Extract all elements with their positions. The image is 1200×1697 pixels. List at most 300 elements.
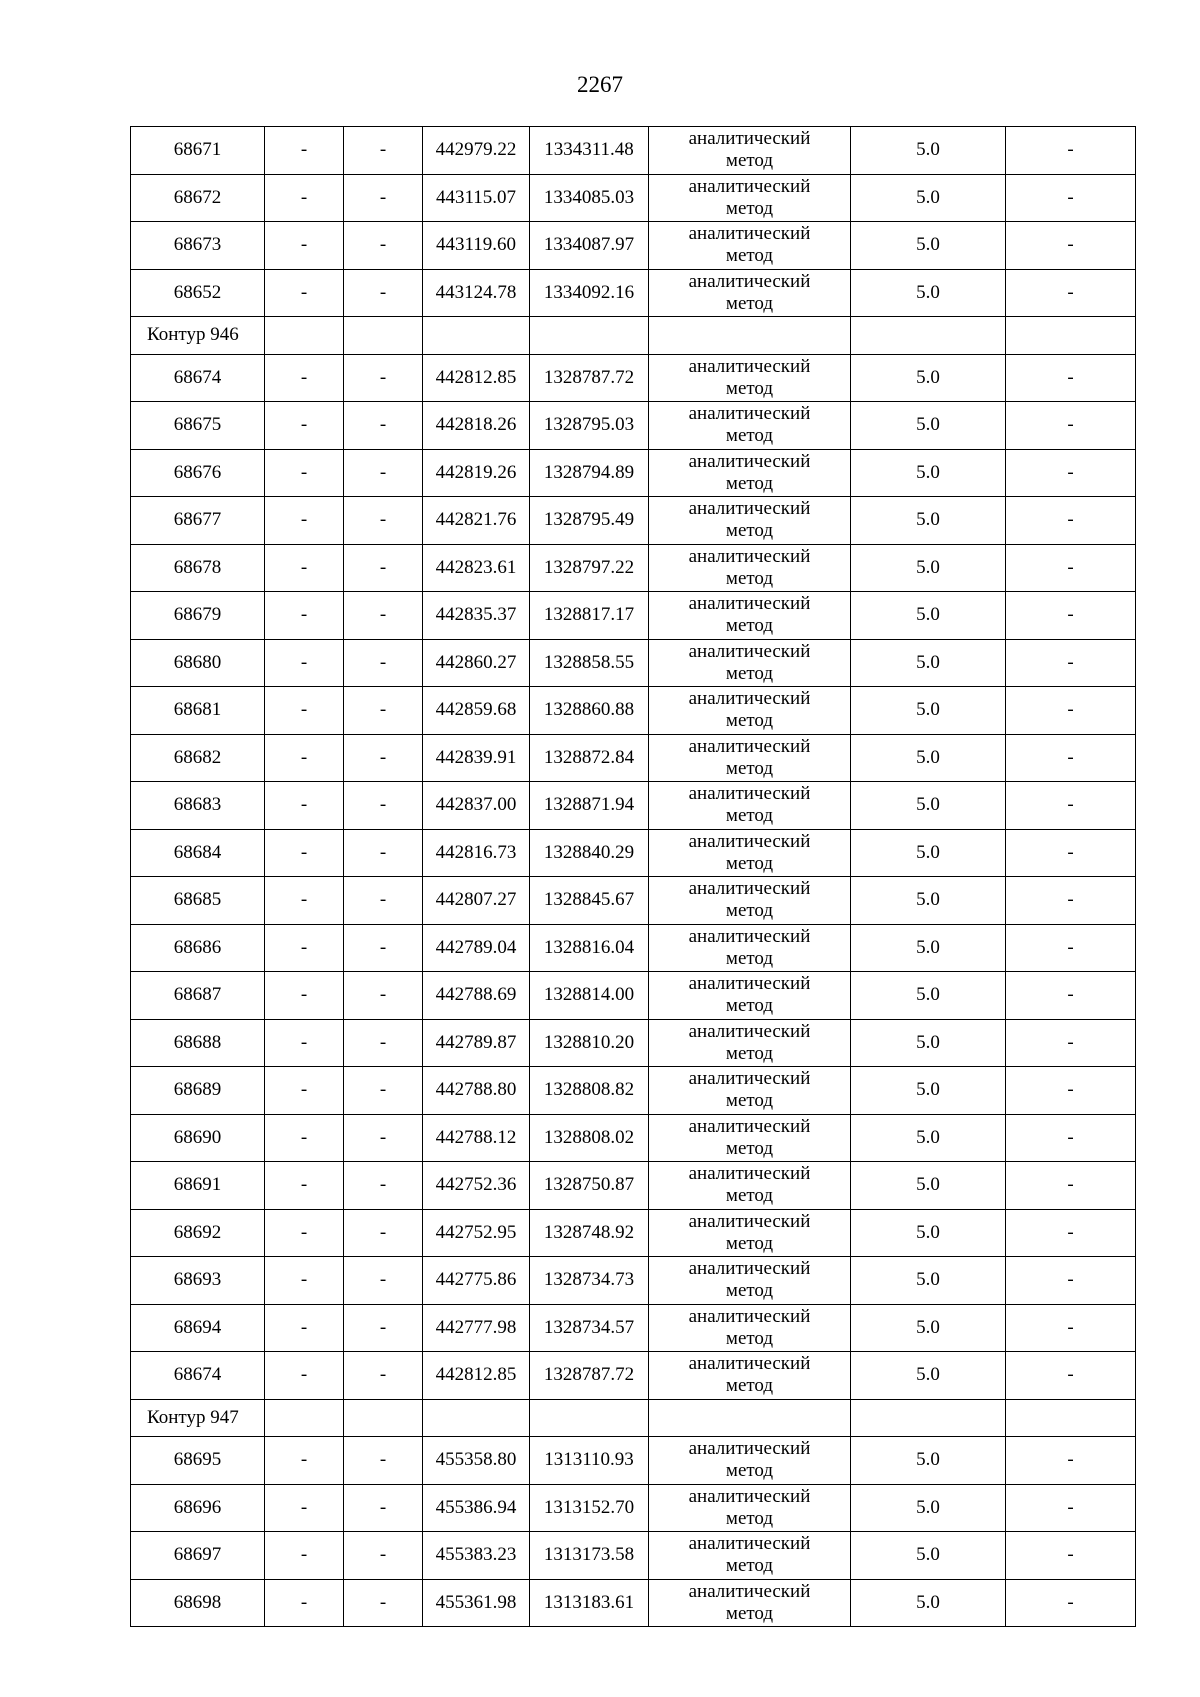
method-cell [649, 222, 851, 270]
point-number-cell: 68696 [131, 1484, 265, 1532]
method-cell [649, 1257, 851, 1305]
y-coordinate-cell: 1328871.94 [530, 782, 649, 830]
empty-dash-cell: - [265, 1114, 344, 1162]
method-line-1: аналитический [688, 1258, 811, 1280]
y-coordinate-cell: 1328734.57 [530, 1304, 649, 1352]
empty-dash-cell: - [344, 127, 423, 175]
table-row [131, 402, 1136, 450]
empty-cell [851, 1399, 1006, 1437]
method-cell [649, 1067, 851, 1115]
x-coordinate-cell: 442752.36 [423, 1162, 530, 1210]
method-cell [649, 127, 851, 175]
method-line-2: метод [725, 567, 774, 589]
x-coordinate-cell: 442788.12 [423, 1114, 530, 1162]
method-line-2: метод [725, 245, 774, 267]
accuracy-cell: 5.0 [851, 1437, 1006, 1485]
method-line-1: аналитический [688, 593, 811, 615]
accuracy-cell: 5.0 [851, 592, 1006, 640]
point-number-cell: 68679 [131, 592, 265, 640]
empty-dash-cell: - [1006, 639, 1136, 687]
table-row [131, 544, 1136, 592]
accuracy-cell: 5.0 [851, 1579, 1006, 1627]
point-number-cell: 68692 [131, 1209, 265, 1257]
x-coordinate-cell: 442789.04 [423, 924, 530, 972]
method-cell [649, 1209, 851, 1257]
empty-dash-cell: - [344, 1304, 423, 1352]
method-line-1: аналитический [688, 175, 811, 197]
x-coordinate-cell: 442816.73 [423, 829, 530, 877]
x-coordinate-cell: 442821.76 [423, 497, 530, 545]
table-row [131, 877, 1136, 925]
x-coordinate-cell: 442859.68 [423, 687, 530, 735]
point-number-cell: 68693 [131, 1257, 265, 1305]
empty-dash-cell: - [1006, 782, 1136, 830]
accuracy-cell: 5.0 [851, 1352, 1006, 1400]
method-line-1: аналитический [688, 1305, 811, 1327]
method-line-1: аналитический [688, 783, 811, 805]
empty-dash-cell: - [265, 924, 344, 972]
empty-dash-cell: - [265, 1437, 344, 1485]
empty-dash-cell: - [1006, 734, 1136, 782]
empty-dash-cell: - [344, 1162, 423, 1210]
empty-dash-cell: - [344, 1257, 423, 1305]
method-cell [649, 1114, 851, 1162]
method-line-1: аналитический [688, 688, 811, 710]
point-number-cell: 68652 [131, 269, 265, 317]
method-cell [649, 1532, 851, 1580]
method-cell [649, 1484, 851, 1532]
x-coordinate-cell: 442777.98 [423, 1304, 530, 1352]
accuracy-cell: 5.0 [851, 829, 1006, 877]
empty-dash-cell: - [344, 972, 423, 1020]
method-cell [649, 174, 851, 222]
page-number: 2267 [577, 72, 623, 97]
point-number-cell: 68687 [131, 972, 265, 1020]
method-cell [649, 1352, 851, 1400]
coordinates-table [130, 126, 1136, 1627]
method-cell [649, 402, 851, 450]
empty-dash-cell: - [265, 269, 344, 317]
table-row [131, 687, 1136, 735]
empty-dash-cell: - [344, 829, 423, 877]
accuracy-cell: 5.0 [851, 1532, 1006, 1580]
empty-dash-cell: - [265, 354, 344, 402]
accuracy-cell: 5.0 [851, 877, 1006, 925]
empty-dash-cell: - [1006, 1114, 1136, 1162]
x-coordinate-cell: 442837.00 [423, 782, 530, 830]
empty-dash-cell: - [265, 1209, 344, 1257]
empty-dash-cell: - [344, 269, 423, 317]
x-coordinate-cell: 442788.69 [423, 972, 530, 1020]
point-number-cell: 68677 [131, 497, 265, 545]
method-line-2: метод [725, 1602, 774, 1624]
empty-dash-cell: - [1006, 1352, 1136, 1400]
method-line-2: метод [725, 947, 774, 969]
method-line-2: метод [725, 995, 774, 1017]
empty-dash-cell: - [344, 1352, 423, 1400]
empty-dash-cell: - [1006, 1209, 1136, 1257]
coordinates-table-body [131, 127, 1136, 1627]
empty-dash-cell: - [344, 639, 423, 687]
point-number-cell: 68685 [131, 877, 265, 925]
empty-dash-cell: - [344, 1067, 423, 1115]
empty-dash-cell: - [265, 1019, 344, 1067]
point-number-cell: 68697 [131, 1532, 265, 1580]
point-number-cell: 68678 [131, 544, 265, 592]
method-cell [649, 877, 851, 925]
method-cell [649, 1437, 851, 1485]
y-coordinate-cell: 1328750.87 [530, 1162, 649, 1210]
method-line-2: метод [725, 662, 774, 684]
accuracy-cell: 5.0 [851, 972, 1006, 1020]
point-number-cell: 68674 [131, 1352, 265, 1400]
table-row [131, 1484, 1136, 1532]
x-coordinate-cell: 442807.27 [423, 877, 530, 925]
method-line-2: метод [725, 377, 774, 399]
empty-dash-cell: - [344, 1532, 423, 1580]
empty-dash-cell: - [265, 222, 344, 270]
empty-dash-cell: - [1006, 222, 1136, 270]
empty-dash-cell: - [1006, 544, 1136, 592]
table-row [131, 1579, 1136, 1627]
empty-dash-cell: - [1006, 269, 1136, 317]
empty-cell [649, 1399, 851, 1437]
y-coordinate-cell: 1334092.16 [530, 269, 649, 317]
method-line-2: метод [725, 1137, 774, 1159]
table-row [131, 1437, 1136, 1485]
empty-cell [265, 317, 344, 355]
point-number-cell: 68695 [131, 1437, 265, 1485]
method-line-2: метод [725, 805, 774, 827]
empty-dash-cell: - [265, 402, 344, 450]
empty-dash-cell: - [344, 354, 423, 402]
method-line-1: аналитический [688, 830, 811, 852]
accuracy-cell: 5.0 [851, 449, 1006, 497]
accuracy-cell: 5.0 [851, 1209, 1006, 1257]
method-line-1: аналитический [688, 223, 811, 245]
method-cell [649, 972, 851, 1020]
method-line-2: метод [725, 757, 774, 779]
method-line-1: аналитический [688, 1115, 811, 1137]
method-cell [649, 782, 851, 830]
empty-cell [649, 317, 851, 355]
table-row [131, 1067, 1136, 1115]
method-cell [649, 1162, 851, 1210]
empty-dash-cell: - [344, 782, 423, 830]
method-line-2: метод [725, 425, 774, 447]
point-number-cell: 68683 [131, 782, 265, 830]
table-row [131, 639, 1136, 687]
method-line-2: метод [725, 1375, 774, 1397]
method-line-2: метод [725, 1185, 774, 1207]
empty-dash-cell: - [265, 1484, 344, 1532]
method-line-1: аналитический [688, 498, 811, 520]
empty-cell [1006, 317, 1136, 355]
accuracy-cell: 5.0 [851, 639, 1006, 687]
method-line-1: аналитический [688, 403, 811, 425]
y-coordinate-cell: 1313183.61 [530, 1579, 649, 1627]
x-coordinate-cell: 442819.26 [423, 449, 530, 497]
x-coordinate-cell: 442839.91 [423, 734, 530, 782]
y-coordinate-cell: 1328808.82 [530, 1067, 649, 1115]
table-row [131, 924, 1136, 972]
point-number-cell: 68682 [131, 734, 265, 782]
table-row [131, 497, 1136, 545]
point-number-cell: 68672 [131, 174, 265, 222]
method-line-2: метод [725, 852, 774, 874]
x-coordinate-cell: 442823.61 [423, 544, 530, 592]
empty-dash-cell: - [344, 1437, 423, 1485]
y-coordinate-cell: 1334311.48 [530, 127, 649, 175]
empty-dash-cell: - [265, 544, 344, 592]
x-coordinate-cell: 442788.80 [423, 1067, 530, 1115]
method-line-2: метод [725, 1327, 774, 1349]
accuracy-cell: 5.0 [851, 269, 1006, 317]
y-coordinate-cell: 1328787.72 [530, 1352, 649, 1400]
empty-dash-cell: - [265, 449, 344, 497]
accuracy-cell: 5.0 [851, 402, 1006, 450]
table-row [131, 222, 1136, 270]
y-coordinate-cell: 1313110.93 [530, 1437, 649, 1485]
method-cell [649, 449, 851, 497]
method-cell [649, 269, 851, 317]
empty-dash-cell: - [265, 1304, 344, 1352]
y-coordinate-cell: 1328797.22 [530, 544, 649, 592]
empty-cell [423, 317, 530, 355]
point-number-cell: 68675 [131, 402, 265, 450]
method-line-1: аналитический [688, 545, 811, 567]
empty-dash-cell: - [344, 687, 423, 735]
table-row [131, 1352, 1136, 1400]
x-coordinate-cell: 442979.22 [423, 127, 530, 175]
empty-dash-cell: - [344, 1209, 423, 1257]
point-number-cell: 68698 [131, 1579, 265, 1627]
x-coordinate-cell: 442860.27 [423, 639, 530, 687]
method-line-1: аналитический [688, 1533, 811, 1555]
empty-dash-cell: - [344, 174, 423, 222]
accuracy-cell: 5.0 [851, 924, 1006, 972]
method-line-1: аналитический [688, 128, 811, 150]
table-row [131, 1209, 1136, 1257]
accuracy-cell: 5.0 [851, 687, 1006, 735]
accuracy-cell: 5.0 [851, 497, 1006, 545]
accuracy-cell: 5.0 [851, 1162, 1006, 1210]
y-coordinate-cell: 1328872.84 [530, 734, 649, 782]
y-coordinate-cell: 1328734.73 [530, 1257, 649, 1305]
x-coordinate-cell: 455383.23 [423, 1532, 530, 1580]
accuracy-cell: 5.0 [851, 1484, 1006, 1532]
empty-dash-cell: - [265, 592, 344, 640]
point-number-cell: 68681 [131, 687, 265, 735]
point-number-cell: 68684 [131, 829, 265, 877]
y-coordinate-cell: 1334087.97 [530, 222, 649, 270]
y-coordinate-cell: 1328816.04 [530, 924, 649, 972]
empty-dash-cell: - [1006, 687, 1136, 735]
empty-dash-cell: - [1006, 877, 1136, 925]
table-row [131, 1257, 1136, 1305]
y-coordinate-cell: 1328795.49 [530, 497, 649, 545]
method-line-1: аналитический [688, 1438, 811, 1460]
empty-dash-cell: - [265, 127, 344, 175]
x-coordinate-cell: 455361.98 [423, 1579, 530, 1627]
empty-dash-cell: - [344, 1579, 423, 1627]
point-number-cell: 68689 [131, 1067, 265, 1115]
empty-dash-cell: - [1006, 1437, 1136, 1485]
method-cell [649, 592, 851, 640]
x-coordinate-cell: 443115.07 [423, 174, 530, 222]
table-row [131, 1162, 1136, 1210]
empty-dash-cell: - [1006, 829, 1136, 877]
method-line-1: аналитический [688, 355, 811, 377]
x-coordinate-cell: 443119.60 [423, 222, 530, 270]
method-line-2: метод [725, 710, 774, 732]
method-cell [649, 544, 851, 592]
accuracy-cell: 5.0 [851, 1067, 1006, 1115]
empty-cell [344, 317, 423, 355]
x-coordinate-cell: 442818.26 [423, 402, 530, 450]
table-row [131, 1304, 1136, 1352]
x-coordinate-cell: 455358.80 [423, 1437, 530, 1485]
accuracy-cell: 5.0 [851, 734, 1006, 782]
y-coordinate-cell: 1328845.67 [530, 877, 649, 925]
method-line-1: аналитический [688, 640, 811, 662]
y-coordinate-cell: 1328787.72 [530, 354, 649, 402]
empty-dash-cell: - [1006, 1257, 1136, 1305]
method-line-2: метод [725, 1042, 774, 1064]
point-number-cell: 68680 [131, 639, 265, 687]
empty-dash-cell: - [265, 829, 344, 877]
method-cell [649, 1579, 851, 1627]
empty-dash-cell: - [1006, 1579, 1136, 1627]
method-line-2: метод [725, 1555, 774, 1577]
y-coordinate-cell: 1334085.03 [530, 174, 649, 222]
empty-dash-cell: - [265, 1162, 344, 1210]
table-row [131, 269, 1136, 317]
contour-label: Контур 947 [131, 1399, 265, 1437]
method-line-1: аналитический [688, 973, 811, 995]
empty-dash-cell: - [265, 1579, 344, 1627]
empty-dash-cell: - [265, 1067, 344, 1115]
method-cell [649, 639, 851, 687]
method-line-1: аналитический [688, 1068, 811, 1090]
empty-dash-cell: - [344, 1484, 423, 1532]
accuracy-cell: 5.0 [851, 1257, 1006, 1305]
empty-dash-cell: - [265, 174, 344, 222]
accuracy-cell: 5.0 [851, 782, 1006, 830]
method-line-1: аналитический [688, 450, 811, 472]
method-line-1: аналитический [688, 1210, 811, 1232]
table-row [131, 972, 1136, 1020]
table-row [131, 1114, 1136, 1162]
empty-dash-cell: - [344, 222, 423, 270]
empty-dash-cell: - [344, 1114, 423, 1162]
point-number-cell: 68676 [131, 449, 265, 497]
point-number-cell: 68694 [131, 1304, 265, 1352]
method-cell [649, 497, 851, 545]
method-line-1: аналитический [688, 925, 811, 947]
accuracy-cell: 5.0 [851, 1019, 1006, 1067]
empty-dash-cell: - [344, 877, 423, 925]
accuracy-cell: 5.0 [851, 127, 1006, 175]
y-coordinate-cell: 1328808.02 [530, 1114, 649, 1162]
empty-dash-cell: - [1006, 402, 1136, 450]
x-coordinate-cell: 442812.85 [423, 354, 530, 402]
x-coordinate-cell: 442775.86 [423, 1257, 530, 1305]
empty-dash-cell: - [265, 1257, 344, 1305]
empty-dash-cell: - [1006, 972, 1136, 1020]
method-cell [649, 354, 851, 402]
y-coordinate-cell: 1328794.89 [530, 449, 649, 497]
empty-dash-cell: - [344, 402, 423, 450]
point-number-cell: 68674 [131, 354, 265, 402]
table-row [131, 829, 1136, 877]
method-line-2: метод [725, 520, 774, 542]
method-line-2: метод [725, 1507, 774, 1529]
x-coordinate-cell: 443124.78 [423, 269, 530, 317]
method-line-1: аналитический [688, 1020, 811, 1042]
empty-dash-cell: - [344, 544, 423, 592]
table-row [131, 592, 1136, 640]
method-line-2: метод [725, 197, 774, 219]
empty-dash-cell: - [265, 877, 344, 925]
empty-cell [265, 1399, 344, 1437]
accuracy-cell: 5.0 [851, 1114, 1006, 1162]
y-coordinate-cell: 1328814.00 [530, 972, 649, 1020]
empty-dash-cell: - [265, 639, 344, 687]
method-cell [649, 924, 851, 972]
accuracy-cell: 5.0 [851, 174, 1006, 222]
method-line-2: метод [725, 1090, 774, 1112]
table-row [131, 1532, 1136, 1580]
contour-header-row [131, 1399, 1136, 1437]
x-coordinate-cell: 442835.37 [423, 592, 530, 640]
empty-dash-cell: - [1006, 1532, 1136, 1580]
empty-cell [1006, 1399, 1136, 1437]
x-coordinate-cell: 442752.95 [423, 1209, 530, 1257]
table-row [131, 782, 1136, 830]
empty-dash-cell: - [1006, 924, 1136, 972]
empty-cell [530, 317, 649, 355]
contour-header-row [131, 317, 1136, 355]
empty-dash-cell: - [1006, 1304, 1136, 1352]
method-cell [649, 687, 851, 735]
accuracy-cell: 5.0 [851, 222, 1006, 270]
empty-dash-cell: - [1006, 354, 1136, 402]
table-row [131, 1019, 1136, 1067]
point-number-cell: 68691 [131, 1162, 265, 1210]
accuracy-cell: 5.0 [851, 1304, 1006, 1352]
point-number-cell: 68671 [131, 127, 265, 175]
empty-dash-cell: - [344, 449, 423, 497]
method-line-1: аналитический [688, 270, 811, 292]
y-coordinate-cell: 1328810.20 [530, 1019, 649, 1067]
method-line-1: аналитический [688, 1353, 811, 1375]
empty-dash-cell: - [1006, 174, 1136, 222]
empty-cell [851, 317, 1006, 355]
empty-dash-cell: - [1006, 1019, 1136, 1067]
empty-dash-cell: - [1006, 127, 1136, 175]
method-line-2: метод [725, 615, 774, 637]
table-row [131, 449, 1136, 497]
table-row [131, 127, 1136, 175]
empty-dash-cell: - [1006, 497, 1136, 545]
method-cell [649, 734, 851, 782]
point-number-cell: 68688 [131, 1019, 265, 1067]
table-row [131, 734, 1136, 782]
y-coordinate-cell: 1328840.29 [530, 829, 649, 877]
method-line-2: метод [725, 900, 774, 922]
method-line-2: метод [725, 292, 774, 314]
